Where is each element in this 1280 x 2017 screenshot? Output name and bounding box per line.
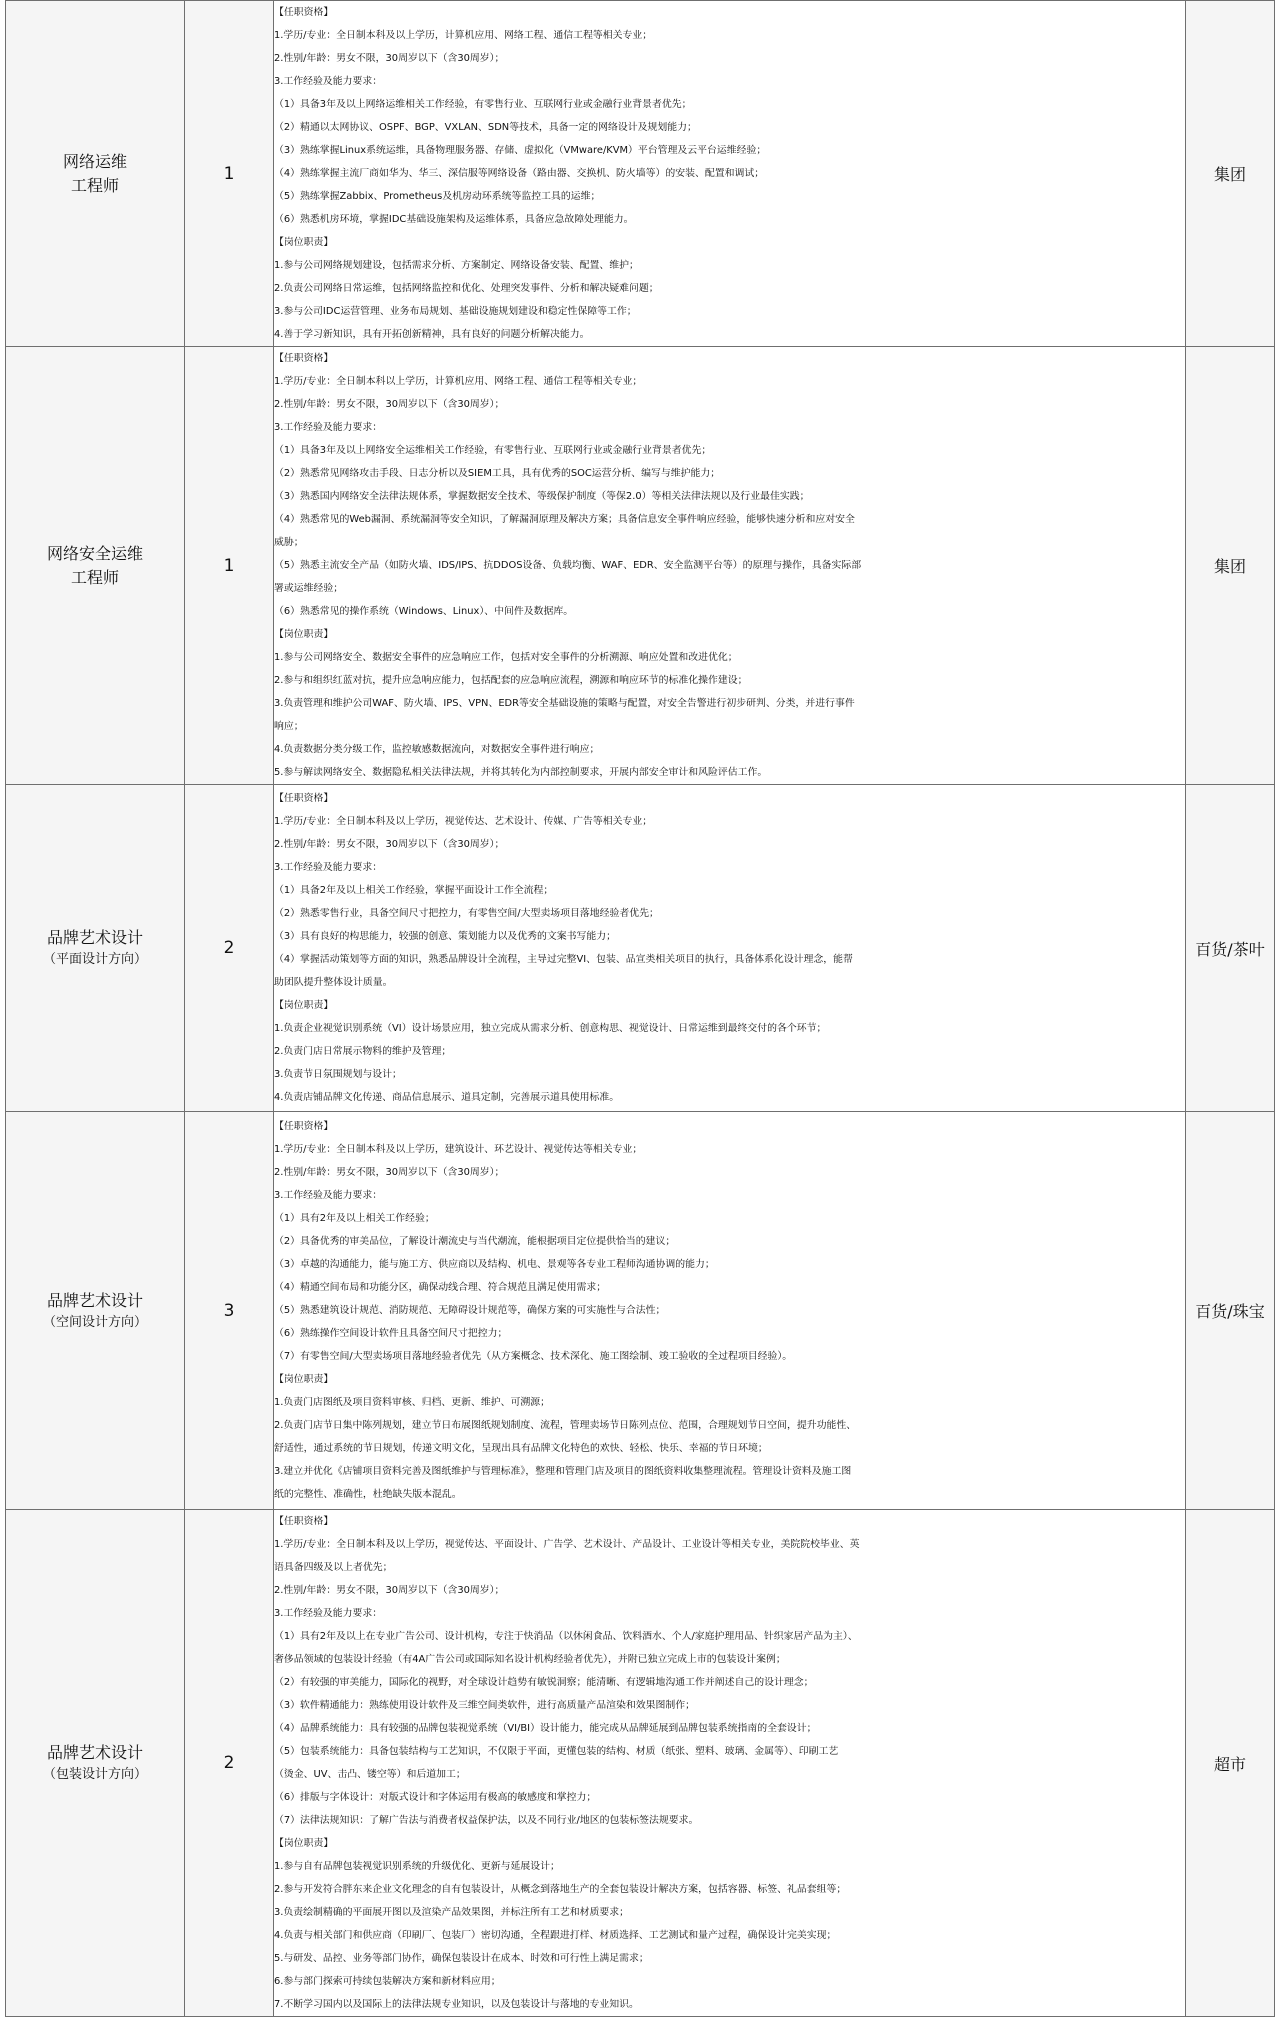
department-cell — [1186, 1, 1275, 347]
description-line: 【岗位职责】 — [274, 237, 334, 248]
job-title-line: 工程师 — [70, 175, 119, 195]
description-line: 【任职资格】 — [274, 353, 334, 364]
job-title-cell — [6, 347, 185, 785]
description-line: 【岗位职责】 — [274, 629, 334, 640]
description-line: 7.不断学习国内以及国际上的法律法规专业知识，以及包装设计与落地的专业知识。 — [274, 1999, 639, 2010]
headcount-value: 2 — [223, 938, 235, 958]
description-line: 助团队提升整体设计质量。 — [274, 977, 393, 988]
description-line: （2）精通以太网协议、OSPF、BGP、VXLAN、SDN等技术，具备一定的网络设计及规划能力； — [274, 122, 697, 133]
job-postings-table — [5, 0, 1275, 2017]
description-line: 3.工作经验及能力要求： — [274, 1608, 383, 1619]
description-line: 【任职资格】 — [274, 7, 334, 18]
description-line: （4）熟悉常见的Web漏洞、系统漏洞等安全知识，了解漏洞原理及解决方案；具备信息安全事件响应经验，能够快速分析和应对安全 — [274, 514, 855, 525]
description-line: 2.负责公司网络日常运维，包括网络监控和优化、处理突发事件、分析和解决疑难问题； — [274, 283, 659, 294]
description-line: 3.工作经验及能力要求： — [274, 76, 383, 87]
description-line: 3.工作经验及能力要求： — [274, 422, 383, 433]
description-line: 3.工作经验及能力要求： — [274, 1190, 383, 1201]
description-line: （5）熟悉建筑设计规范、消防规范、无障碍设计规范等，确保方案的可实施性与合法性； — [274, 1305, 666, 1316]
description-line: （3）软件精通能力：熟练使用设计软件及三维空间类软件，进行高质量产品渲染和效果图制作； — [274, 1700, 696, 1711]
job-row — [6, 347, 1275, 785]
job-title-cell — [6, 1112, 185, 1510]
headcount-value: 3 — [223, 1300, 235, 1321]
description-line: （4）熟练掌握主流厂商如华为、华三、深信服等网络设备（路由器、交换机、防火墙等）的安装、配置和调试； — [274, 168, 765, 179]
description-line: 舒适性，通过系统的节日规划，传递文明文化，呈现出具有品牌文化特色的欢快、轻松、快乐、幸福的节日环境； — [274, 1443, 768, 1454]
description-line: 1.学历/专业：全日制本科及以上学历，视觉传达、艺术设计、传媒、广告等相关专业； — [274, 816, 653, 827]
description-line: （1）具有2年及以上相关工作经验； — [274, 1213, 435, 1224]
description-line: （2）具备优秀的审美品位，了解设计潮流史与当代潮流，能根据项目定位提供恰当的建议； — [274, 1236, 676, 1247]
job-row — [6, 785, 1275, 1112]
headcount-cell — [185, 785, 274, 1112]
headcount-value: 1 — [223, 555, 235, 576]
description-line: （2）熟悉零售行业，具备空间尺寸把控力，有零售空间/大型卖场项目落地经验者优先； — [274, 908, 659, 919]
description-line: 2.参与开发符合胖东来企业文化理念的自有包装设计，从概念到落地生产的全套包装设计解决方案，包括容器、标签、礼品套组等； — [274, 1884, 847, 1895]
description-line: 署或运维经验； — [274, 583, 344, 594]
description-line: （1）具备2年及以上相关工作经验，掌握平面设计工作全流程； — [274, 885, 554, 896]
description-line: 响应； — [274, 721, 304, 732]
description-line: 6.参与部门探索可持续包装解决方案和新材料应用； — [274, 1976, 501, 1987]
job-description-cell — [274, 347, 1186, 785]
department-cell — [1186, 1510, 1275, 2017]
department-value: 超市 — [1213, 1754, 1246, 1774]
department-cell — [1186, 347, 1275, 785]
description-line: （2）熟悉常见网络攻击手段、日志分析以及SIEM工具，具有优秀的SOC运营分析、编写与维护能力； — [274, 468, 721, 479]
department-value: 集团 — [1213, 165, 1246, 184]
job-title-cell — [6, 1, 185, 347]
job-title-cell — [6, 785, 185, 1112]
description-line: 4.善于学习新知识，具有开拓创新精神，具有良好的问题分析解决能力。 — [274, 329, 590, 340]
description-line: 【任职资格】 — [274, 793, 334, 804]
department-value: 集团 — [1213, 557, 1246, 576]
description-line: （1）具备3年及以上网络运维相关工作经验，有零售行业、互联网行业或金融行业背景者优先； — [274, 99, 692, 110]
description-line: 3.负责管理和维护公司WAF、防火墙、IPS、VPN、EDR等安全基础设施的策略与配置，对安全告警进行初步研判、分类，并进行事件 — [274, 698, 855, 709]
description-line: 奢侈品领域的包装设计经验（有4A广告公司或国际知名设计机构经验者优先），并附已独立完成上市的包装设计案例； — [274, 1654, 786, 1665]
description-line: 2.性别/年龄：男女不限，30周岁以下（含30周岁）； — [274, 839, 505, 850]
description-line: 2.性别/年龄：男女不限，30周岁以下（含30周岁）； — [274, 1167, 505, 1178]
description-line: （5）熟练掌握Zabbix、Prometheus及机房动环系统等监控工具的运维； — [274, 191, 601, 202]
job-title-line: 品牌艺术设计 — [46, 1290, 143, 1310]
description-line: 3.参与公司IDC运营管理、业务布局规划、基础设施规划建设和稳定性保障等工作； — [274, 306, 637, 317]
job-title-line: 网络运维 — [62, 151, 127, 171]
description-line: （3）熟悉国内网络安全法律法规体系，掌握数据安全技术、等级保护制度（等保2.0）等相关法律法规以及行业最佳实践； — [274, 491, 810, 502]
description-line: （1）具有2年及以上在专业广告公司、设计机构，专注于快消品（以休闲食品、饮料酒水、个人/家庭护理用品、针织家居产品为主）、 — [274, 1631, 858, 1642]
description-line: 1.学历/专业：全日制本科及以上学历，视觉传达、平面设计、广告学、艺术设计、产品设计、工业设计等相关专业，美院院校毕业、英 — [274, 1539, 860, 1550]
description-line: （6）熟练操作空间设计软件且具备空间尺寸把控力； — [274, 1328, 508, 1339]
job-row — [6, 1, 1275, 347]
headcount-value: 1 — [223, 163, 235, 184]
job-subtitle: （包装设计方向） — [42, 1767, 147, 1782]
description-line: （4）掌握活动策划等方面的知识，熟悉品牌设计全流程，主导过完整VI、包装、品宣类相关项目的执行，具备体系化设计理念，能帮 — [274, 954, 853, 965]
description-line: 威胁； — [274, 537, 304, 548]
job-description-cell — [274, 1112, 1186, 1510]
job-title-cell — [6, 1510, 185, 2017]
description-line: 3.负责绘制精确的平面展开图以及渲染产品效果图，并标注所有工艺和材质要求； — [274, 1907, 630, 1918]
job-title-line: 品牌艺术设计 — [46, 1743, 143, 1762]
description-line: 【岗位职责】 — [274, 1838, 334, 1849]
headcount-value: 2 — [223, 1753, 235, 1773]
description-line: 1.参与公司网络规划建设，包括需求分析、方案制定、网络设备安装、配置、维护； — [274, 260, 639, 271]
description-line: （3）熟练掌握Linux系统运维，具备物理服务器、存储、虚拟化（VMware/KVM）平台管理及云平台运维经验； — [274, 145, 767, 156]
description-line: 1.负责门店图纸及项目资料审核、归档、更新、维护、可溯源； — [274, 1397, 551, 1408]
department-cell — [1186, 1112, 1275, 1510]
description-line: 【任职资格】 — [274, 1516, 334, 1527]
description-line: 2.负责门店日常展示物料的维护及管理； — [274, 1046, 452, 1057]
description-line: （5）包装系统能力：具备包装结构与工艺知识，不仅限于平面，更懂包装的结构、材质（纸张、塑料、玻璃、金属等）、印刷工艺 — [274, 1746, 839, 1757]
description-line: （3）具有良好的构思能力，较强的创意、策划能力以及优秀的文案书写能力； — [274, 931, 617, 942]
description-line: 1.参与公司网络安全、数据安全事件的应急响应工作，包括对安全事件的分析溯源、响应处置和改进优化； — [274, 652, 738, 663]
description-line: 3.负责节日氛围规划与设计； — [274, 1069, 402, 1080]
description-line: 2.负责门店节日集中陈列规划，建立节日布展图纸规划制度、流程，管理卖场节日陈列点位、范围，合理规划节日空间，提升功能性、 — [274, 1420, 857, 1431]
description-line: 1.学历/专业：全日制本科及以上学历，计算机应用、网络工程、通信工程等相关专业； — [274, 30, 653, 41]
description-line: （6）排版与字体设计：对版式设计和字体运用有极高的敏感度和掌控力； — [274, 1792, 597, 1803]
description-line: （3）卓越的沟通能力，能与施工方、供应商以及结构、机电、景观等各专业工程师沟通协调的能力； — [274, 1259, 715, 1270]
description-line: 纸的完整性、准确性，杜绝缺失版本混乱。 — [274, 1489, 462, 1500]
description-line: 1.学历/专业：全日制本科及以上学历，建筑设计、环艺设计、视觉传达等相关专业； — [274, 1144, 643, 1155]
job-title-line: 工程师 — [70, 567, 119, 587]
job-description-cell — [274, 1, 1186, 347]
description-line: （6）熟悉常见的操作系统（Windows、Linux）、中间件及数据库。 — [274, 606, 574, 617]
description-line: （2）有较强的审美能力，国际化的视野，对全球设计趋势有敏锐洞察；能清晰、有逻辑地沟通工作并阐述自己的设计理念； — [274, 1677, 814, 1688]
job-title-line: 品牌艺术设计 — [46, 928, 143, 947]
description-line: 【任职资格】 — [274, 1121, 334, 1132]
department-value: 百货/茶叶 — [1195, 939, 1265, 959]
job-row — [6, 1112, 1275, 1510]
description-line: 4.负责店铺品牌文化传递、商品信息展示、道具定制，完善展示道具使用标准。 — [274, 1092, 620, 1103]
job-title-line: 网络安全运维 — [46, 543, 143, 563]
description-line: （烫金、UV、击凸、镂空等）和后道加工； — [274, 1769, 466, 1780]
description-line: （6）熟悉机房环境，掌握IDC基础设施架构及运维体系，具备应急故障处理能力。 — [274, 214, 634, 225]
description-line: （5）熟悉主流安全产品（如防火墙、IDS/IPS、抗DDOS设备、负载均衡、WAF、EDR、安全监测平台等）的原理与操作，具备实际部 — [274, 560, 862, 571]
description-line: 1.参与自有品牌包装视觉识别系统的升级优化、更新与延展设计； — [274, 1861, 560, 1872]
description-line: 5.参与解读网络安全、数据隐私相关法律法规，并将其转化为内部控制要求，开展内部安全审计和风险评估工作。 — [274, 767, 768, 778]
description-line: 【岗位职责】 — [274, 1000, 334, 1011]
job-subtitle: （平面设计方向） — [42, 952, 147, 967]
headcount-cell — [185, 1, 274, 347]
description-line: （4）精通空间布局和功能分区，确保动线合理、符合规范且满足使用需求； — [274, 1282, 607, 1293]
description-line: 【岗位职责】 — [274, 1374, 334, 1385]
headcount-cell — [185, 347, 274, 785]
headcount-cell — [185, 1510, 274, 2017]
description-line: 4.负责与相关部门和供应商（印刷厂、包装厂）密切沟通，全程跟进打样、材质选择、工艺测试和量产过程，确保设计完美实现； — [274, 1930, 837, 1941]
description-line: （7）法律法规知识：了解广告法与消费者权益保护法，以及不同行业/地区的包装标签法规要求。 — [274, 1815, 699, 1826]
description-line: 2.性别/年龄：男女不限，30周岁以下（含30周岁）； — [274, 399, 505, 410]
description-line: 4.负责数据分类分级工作，监控敏感数据流向，对数据安全事件进行响应； — [274, 744, 600, 755]
description-line: 2.参与和组织红蓝对抗，提升应急响应能力，包括配套的应急响应流程，溯源和响应环节的标准化操作建设； — [274, 675, 748, 686]
description-line: 5.与研发、品控、业务等部门协作，确保包装设计在成本、时效和可行性上满足需求； — [274, 1953, 649, 1964]
description-line: （4）品牌系统能力：具有较强的品牌包装视觉系统（VI/BI）设计能力，能完成从品牌延展到品牌包装系统指南的全套设计； — [274, 1723, 817, 1734]
department-value: 百货/珠宝 — [1195, 1302, 1265, 1321]
description-line: 2.性别/年龄：男女不限，30周岁以下（含30周岁）； — [274, 53, 505, 64]
description-line: 语具备四级及以上者优先； — [274, 1562, 393, 1573]
job-subtitle: （空间设计方向） — [42, 1314, 147, 1330]
description-line: 3.建立并优化《店铺项目资料完善及图纸维护与管理标准》，整理和管理门店及项目的图纸资料收集整理流程。管理设计资料及施工图 — [274, 1466, 852, 1477]
department-cell — [1186, 785, 1275, 1112]
job-description-cell — [274, 1510, 1186, 2017]
description-line: 1.负责企业视觉识别系统（VI）设计场景应用，独立完成从需求分析、创意构思、视觉设计、日常运维到最终交付的各个环节； — [274, 1023, 827, 1034]
description-line: （1）具备3年及以上网络安全运维相关工作经验，有零售行业、互联网行业或金融行业背景者优先； — [274, 445, 712, 456]
job-table-container — [5, 0, 1275, 2017]
job-row — [6, 1510, 1275, 2017]
headcount-cell — [185, 1112, 274, 1510]
description-line: 2.性别/年龄：男女不限，30周岁以下（含30周岁）； — [274, 1585, 505, 1596]
job-description-cell — [274, 785, 1186, 1112]
description-line: （7）有零售空间/大型卖场项目落地经验者优先（从方案概念、技术深化、施工图绘制、竣工验收的全过程项目经验）。 — [274, 1351, 793, 1362]
description-line: 3.工作经验及能力要求： — [274, 862, 383, 873]
description-line: 1.学历/专业：全日制本科以上学历，计算机应用、网络工程、通信工程等相关专业； — [274, 376, 643, 387]
